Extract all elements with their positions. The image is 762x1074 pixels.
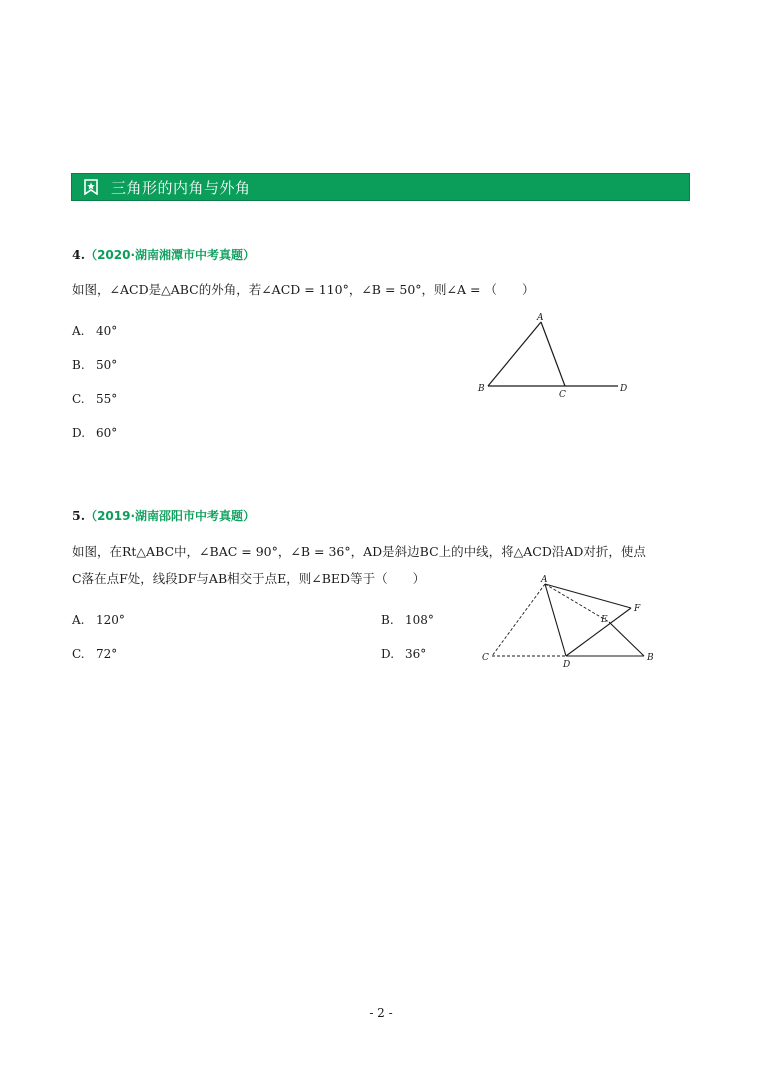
question-5-stem-line-2: C落在点F处，线段DF与AB相交于点E，则∠BED等于（ ） xyxy=(72,571,426,586)
question-4-figure xyxy=(470,308,640,404)
question-5-figure xyxy=(476,570,666,670)
page-number: - 2 - xyxy=(369,1006,393,1020)
question-5-option-b[interactable]: B. 108° xyxy=(381,613,434,627)
question-5-source: （2019·湖南邵阳市中考真题） xyxy=(85,509,256,523)
question-4-option-a[interactable]: A. 40° xyxy=(72,324,118,338)
section-title: 三角形的内角与外角 xyxy=(111,178,251,197)
question-5-option-a[interactable]: A. 120° xyxy=(72,613,125,627)
point-label-b: B xyxy=(647,653,654,663)
segment-eb xyxy=(609,622,644,656)
question-4-option-b[interactable]: B. 50° xyxy=(72,358,118,372)
question-5-option-c[interactable]: C. 72° xyxy=(72,647,118,661)
point-label-e: E xyxy=(601,615,608,625)
point-label-b: B xyxy=(478,384,485,394)
segment-ac-dashed xyxy=(492,584,545,656)
section-banner xyxy=(71,173,690,201)
question-5-number: 5. xyxy=(72,508,86,523)
point-label-a: A xyxy=(541,575,548,585)
point-label-a: A xyxy=(537,313,544,323)
question-4-option-d[interactable]: D. 60° xyxy=(72,426,118,440)
question-5-header xyxy=(72,507,255,524)
question-4-stem: 如图，∠ACD是△ABC的外角，若∠ACD = 110°，∠B = 50°，则∠A = （ ） xyxy=(72,282,535,297)
question-4-number: 4. xyxy=(72,247,86,262)
point-label-d: D xyxy=(620,384,628,394)
question-4-option-c[interactable]: C. 55° xyxy=(72,392,118,406)
segment-af xyxy=(545,584,631,608)
question-5-stem-line-1: 如图，在Rt△ABC中，∠BAC = 90°，∠B = 36°，AD是斜边BC上的中线，将△ACD沿AD对折，使点 xyxy=(72,544,646,559)
bookmark-star-icon xyxy=(84,179,98,195)
segment-ac xyxy=(541,322,565,386)
question-4-header xyxy=(72,246,255,263)
question-5-option-d[interactable]: D. 36° xyxy=(381,647,427,661)
segment-df xyxy=(566,608,631,656)
segment-ab xyxy=(488,322,541,386)
question-4-source: （2020·湖南湘潭市中考真题） xyxy=(85,248,256,262)
point-label-c: C xyxy=(482,653,489,663)
point-label-f: F xyxy=(634,604,641,614)
point-label-d: D xyxy=(563,660,571,670)
point-label-c: C xyxy=(559,390,566,400)
